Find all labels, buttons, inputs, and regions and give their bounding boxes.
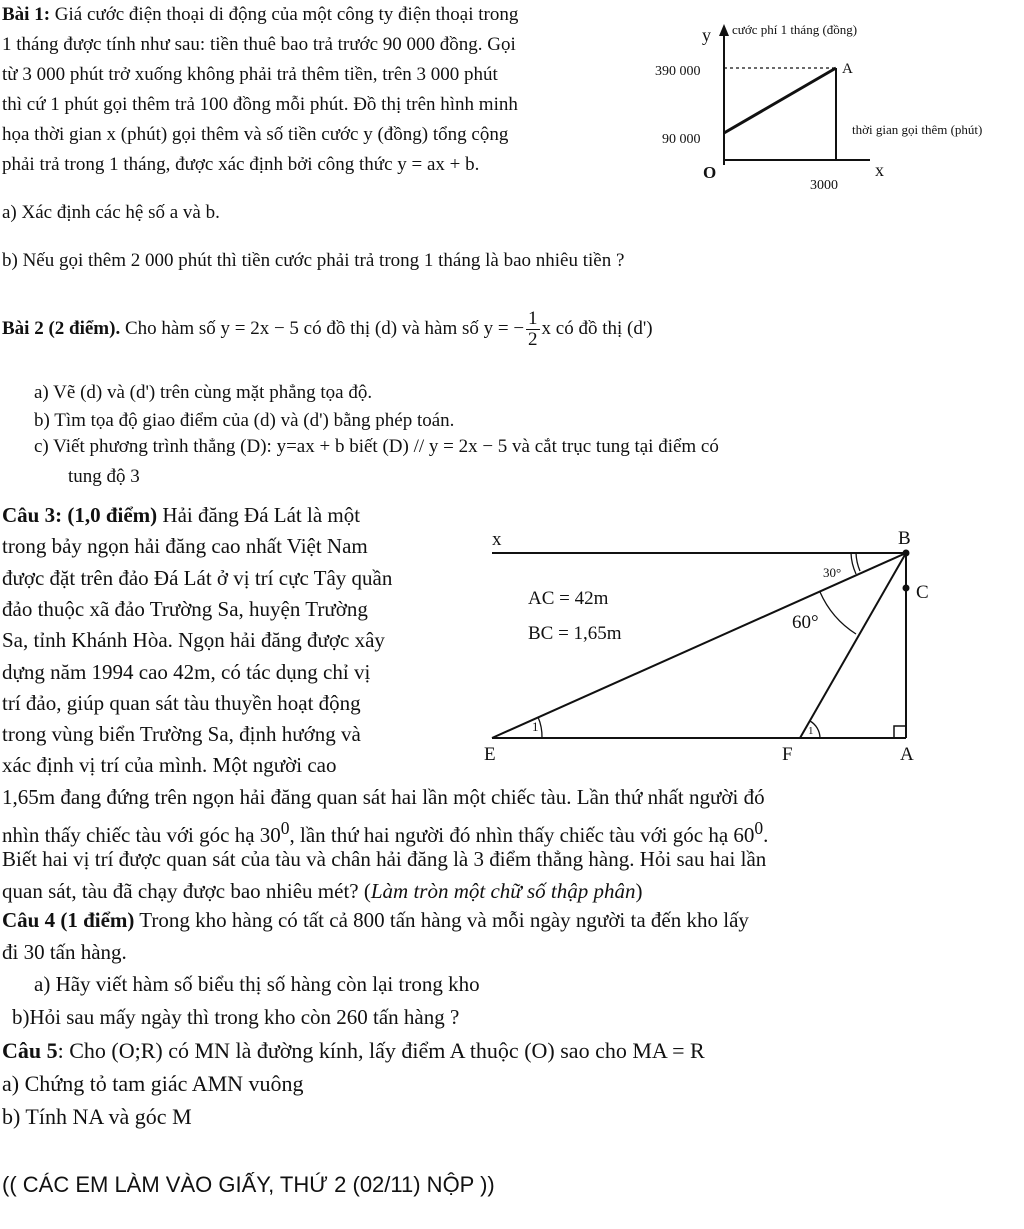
cau3-line: đảo thuộc xã đảo Trường Sa, huyện Trường bbox=[2, 596, 368, 621]
label-ac: AC = 42m bbox=[528, 588, 609, 609]
cau5-item-a: a) Chứng tỏ tam giác AMN vuông bbox=[2, 1071, 304, 1096]
cau4-intro: Trong kho hàng có tất cả 800 tấn hàng và mỗi ngày người ta đến kho lấy bbox=[134, 908, 749, 932]
cau4-line1 bbox=[2, 908, 749, 933]
label-f: F bbox=[782, 744, 793, 765]
line-be bbox=[492, 553, 906, 738]
label-angle-30: 30° bbox=[823, 565, 842, 580]
fraction-numerator: 1 bbox=[528, 308, 538, 330]
bai2-intro-part2: x có đồ thị (d') bbox=[541, 318, 653, 339]
y-axis-label: cước phí 1 tháng (đồng) bbox=[732, 22, 858, 37]
label-x: x bbox=[492, 529, 502, 550]
cau3-line: trí đảo, giúp quan sát tàu thuyền hoạt động bbox=[2, 690, 361, 715]
label-angle-60: 60° bbox=[792, 612, 819, 633]
label-b: B bbox=[898, 528, 911, 549]
bai1-line: họa thời gian x (phút) gọi thêm và số tiền cước y (đồng) tổng cộng bbox=[2, 124, 509, 145]
cau3-line: trong bảy ngọn hải đăng cao nhất Việt Nam bbox=[2, 534, 368, 559]
fraction-denominator: 2 bbox=[528, 329, 538, 351]
origin-label: O bbox=[703, 163, 717, 182]
bai1-title: Bài 1: bbox=[2, 4, 51, 25]
degree-superscript: 0 bbox=[280, 818, 290, 838]
bai1-line: Giá cước điện thoại di động của một công ty điện thoại trong bbox=[50, 4, 519, 25]
cau3-line: Biết hai vị trí được quan sát của tàu và chân hải đăng là 3 điểm thẳng hàng. Hỏi sau hai lần bbox=[2, 847, 767, 872]
cau5-line1 bbox=[2, 1038, 705, 1064]
cau4-line2: đi 30 tấn hàng. bbox=[2, 940, 127, 964]
arc-30-outer bbox=[851, 553, 856, 574]
label-mark-f: 1 bbox=[808, 725, 814, 737]
y-tick-90000: 90 000 bbox=[662, 132, 701, 147]
cau3-line-final bbox=[2, 876, 643, 907]
cau3-title: Câu 3: (1,0 điểm) bbox=[2, 503, 158, 527]
cau3-line: trong vùng biển Trường Sa, định hướng và bbox=[2, 722, 361, 747]
bai2-intro bbox=[2, 307, 653, 351]
bai1-graph bbox=[650, 10, 1024, 200]
bai1-question-b: b) Nếu gọi thêm 2 000 phút thì tiền cước phải trả trong 1 tháng là bao nhiêu tiền ? bbox=[2, 250, 625, 271]
arc-angle-e bbox=[538, 717, 542, 738]
bai1-question-a: a) Xác định các hệ số a và b. bbox=[2, 202, 220, 223]
lighthouse-figure bbox=[480, 520, 930, 770]
y-axis-name: y bbox=[702, 25, 711, 45]
cau4-title: Câu 4 (1 điểm) bbox=[2, 908, 135, 932]
bai1-line: từ 3 000 phút trở xuống không phải trả thêm tiền, trên 3 000 phút bbox=[2, 64, 498, 85]
cau5-item-b: b) Tính NA và góc M bbox=[2, 1104, 192, 1129]
bai1-line: thì cứ 1 phút gọi thêm trả 100 đồng mỗi phút. Đồ thị trên hình minh bbox=[2, 94, 518, 115]
cau3-line: Hải đăng Đá Lát là một bbox=[157, 503, 361, 527]
line-bf bbox=[800, 553, 906, 738]
point-b bbox=[903, 550, 910, 557]
cau3-angle-text2: , lần thứ hai người đó nhìn thấy chiếc tàu với góc hạ 60 bbox=[289, 823, 755, 847]
cau4-item-a: a) Hãy viết hàm số biểu thị số hàng còn lại trong kho bbox=[34, 972, 480, 996]
bai1-line: 1 tháng được tính như sau: tiền thuê bao trả trước 90 000 đồng. Gọi bbox=[2, 34, 516, 55]
label-bc: BC = 1,65m bbox=[528, 623, 622, 644]
y-tick-390000: 390 000 bbox=[655, 64, 701, 79]
cau3-line: được đặt trên đảo Đá Lát ở vị trí cực Tây quần bbox=[2, 565, 393, 590]
bai1-line: phải trả trong 1 tháng, được xác định bởi công thức y = ax + b. bbox=[2, 154, 480, 175]
bai2-title: Bài 2 (2 điểm). bbox=[2, 318, 121, 339]
graph-line bbox=[724, 68, 836, 133]
y-axis-arrow bbox=[719, 24, 729, 36]
point-a-label: A bbox=[842, 61, 853, 77]
cau3-angle-text1: nhìn thấy chiếc tàu với góc hạ 30 bbox=[2, 823, 281, 847]
cau5-intro: : Cho (O;R) có MN là đường kính, lấy điểm A thuộc (O) sao cho MA = R bbox=[57, 1038, 705, 1063]
arc-30-inner bbox=[856, 553, 860, 571]
cau3-rounding-note: Làm tròn một chữ số thập phân bbox=[370, 878, 636, 903]
bai2-item-b: b) Tìm tọa độ giao điểm của (d) và (d') bằng phép toán. bbox=[34, 410, 455, 431]
bai2-intro-part1: Cho hàm số y = 2x − 5 có đồ thị (d) và hàm số y = − bbox=[120, 318, 525, 339]
x-axis-name: x bbox=[875, 160, 884, 180]
degree-superscript: 0 bbox=[754, 818, 764, 838]
cau3-line: Sa, tỉnh Khánh Hòa. Ngọn hải đăng được xây bbox=[2, 628, 385, 653]
label-mark-e: 1 bbox=[532, 719, 539, 734]
x-axis-label: thời gian gọi thêm (phút) bbox=[852, 122, 983, 137]
label-a: A bbox=[900, 744, 914, 765]
cau4-item-b: b)Hỏi sau mấy ngày thì trong kho còn 260 tấn hàng ? bbox=[12, 1005, 460, 1029]
cau3-question: quan sát, tàu đã chạy được bao nhiêu mét? ( bbox=[2, 878, 371, 903]
cau3-line: dựng năm 1994 cao 42m, có tác dụng chỉ vị bbox=[2, 659, 371, 684]
cau3-period: . bbox=[763, 823, 769, 847]
bai2-item-c-cont: tung độ 3 bbox=[68, 466, 140, 487]
label-c: C bbox=[916, 582, 929, 603]
submission-note: (( CÁC EM LÀM VÀO GIẤY, THỨ 2 (02/11) NỘP )) bbox=[2, 1172, 495, 1197]
bai2-item-a: a) Vẽ (d) và (d') trên cùng mặt phẳng tọa độ. bbox=[34, 382, 373, 403]
cau3-line: xác định vị trí của mình. Một người cao bbox=[2, 753, 337, 778]
cau3-line: 1,65m đang đứng trên ngọn hải đăng quan sát hai lần một chiếc tàu. Lần thứ nhất người đó bbox=[2, 784, 765, 809]
fraction-one-half bbox=[526, 309, 540, 350]
x-tick-3000: 3000 bbox=[810, 178, 838, 193]
arc-60 bbox=[820, 592, 856, 634]
right-angle-mark bbox=[894, 726, 906, 738]
cau5-title: Câu 5 bbox=[2, 1038, 58, 1063]
point-c bbox=[903, 585, 910, 592]
bai2-item-c: c) Viết phương trình thẳng (D): y=ax + b biết (D) // y = 2x − 5 và cắt trục tung tại điểm có bbox=[34, 436, 719, 457]
cau3-close-paren: ) bbox=[635, 878, 643, 903]
label-e: E bbox=[484, 744, 496, 765]
